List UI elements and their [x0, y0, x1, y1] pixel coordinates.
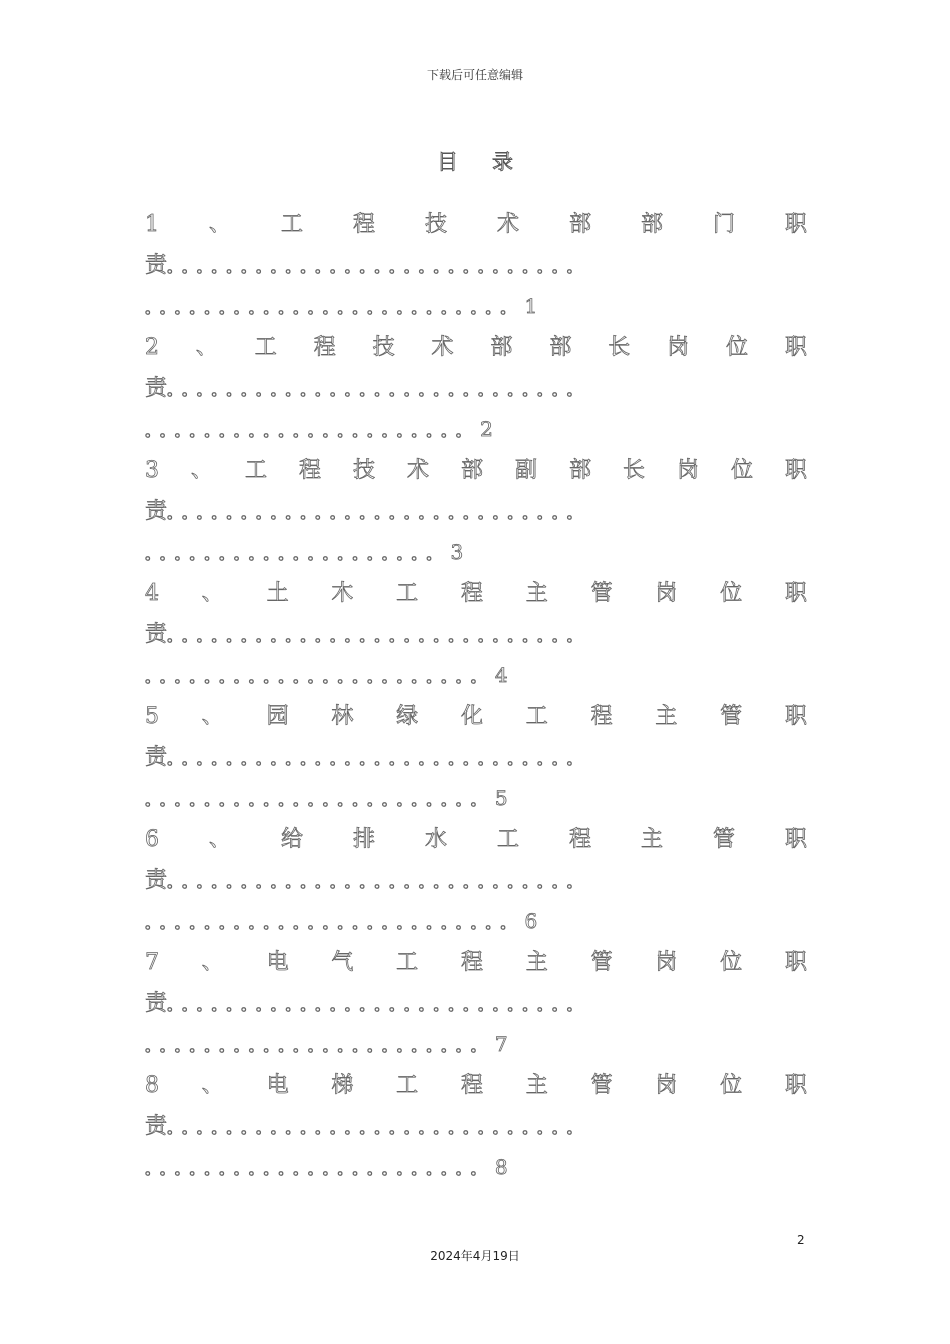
toc-entry-leader-line [145, 1106, 807, 1147]
toc-entry-char: 长 [622, 458, 645, 483]
toc-entry-tail: 责 [145, 991, 168, 1016]
toc-entry-char: 副 [514, 458, 537, 483]
toc-entry-char: 程 [460, 581, 483, 606]
toc-entry-char: 程 [590, 704, 613, 729]
toc-entry-char: 气 [331, 950, 354, 975]
toc-entry-char: 职 [784, 704, 807, 729]
toc-entry-leader-line [145, 737, 807, 778]
toc-leader-dots: 。。。。。。。。。。。。。。。。。。。。。。。。。。。。 [167, 258, 589, 276]
toc-entry-char: 园 [266, 704, 289, 729]
toc-entry-char: 林 [331, 704, 354, 729]
toc-entry-char: 化 [460, 704, 483, 729]
toc-entry-tail: 责 [145, 253, 168, 278]
toc-entry-heading [145, 327, 807, 368]
toc-entry-char: 管 [712, 827, 735, 852]
toc-entry-page-number: 6 [524, 909, 538, 933]
toc-leader-dots: 。。。。。。。。。。。。。。。。。。。。。。。。。。。。 [167, 504, 589, 522]
toc-entry-char: 给 [280, 827, 303, 852]
toc-entry-tail: 责 [145, 745, 168, 770]
toc-entry-leader-line [145, 983, 807, 1024]
toc-entry-char: 主 [525, 950, 548, 975]
toc-entry-char: 部 [640, 212, 663, 237]
toc-entry-separator: 、 [190, 458, 213, 483]
toc-entry-char: 技 [424, 212, 447, 237]
toc-entry-tail: 责 [145, 1114, 168, 1139]
toc-entry-char: 土 [266, 581, 289, 606]
toc-entry-char: 职 [784, 212, 807, 237]
toc-entry-char: 术 [431, 335, 454, 360]
toc-entry-leader-line [145, 614, 807, 655]
toc-entry-char: 位 [720, 950, 743, 975]
toc-entry[interactable] [145, 573, 807, 696]
toc-entry-char: 主 [525, 581, 548, 606]
toc-entry-char: 电 [266, 950, 289, 975]
toc-entry-heading [145, 573, 807, 614]
toc-entry-char: 工 [525, 704, 548, 729]
toc-entry-separator: 、 [201, 1073, 224, 1098]
toc-entry-char: 梯 [331, 1073, 354, 1098]
toc-entry-char: 部 [568, 458, 591, 483]
toc-entry-char: 程 [298, 458, 321, 483]
toc-leader-dots: 。。。。。。。。。。。。。。。。。。。。。。。。。。。。 [167, 873, 589, 891]
toc-entry-heading [145, 1065, 807, 1106]
toc-entry-char: 位 [720, 581, 743, 606]
toc-entry-leader-line [145, 491, 807, 532]
toc-entry-char: 职 [784, 335, 807, 360]
toc-entry-char: 位 [730, 458, 753, 483]
toc-entry-heading [145, 696, 807, 737]
page-title: 目录 [437, 150, 547, 174]
toc-entry-char: 位 [726, 335, 749, 360]
toc-entry-separator: 、 [195, 335, 218, 360]
table-of-contents [145, 204, 807, 1188]
toc-entry-page-line [145, 1024, 807, 1065]
toc-entry-char: 管 [590, 581, 613, 606]
toc-entry-number: 2 [145, 335, 159, 360]
toc-entry-heading [145, 450, 807, 491]
toc-entry-char: 工 [396, 950, 419, 975]
toc-entry-separator: 、 [208, 212, 231, 237]
toc-entry-number: 7 [145, 950, 159, 975]
toc-entry-char: 主 [640, 827, 663, 852]
toc-entry-char: 技 [352, 458, 375, 483]
toc-leader-dots: 。。。。。。。。。。。。。。。。。。。。。。 [145, 422, 479, 440]
toc-entry-char: 绿 [396, 704, 419, 729]
toc-entry-page-line [145, 286, 807, 327]
toc-entry-char: 门 [712, 212, 735, 237]
toc-entry-char: 职 [784, 458, 807, 483]
toc-entry-char: 部 [490, 335, 513, 360]
page-number: 2 [797, 1233, 805, 1247]
toc-leader-dots: 。。。。。。。。。。。。。。。。。。。。。。。。。。。。 [167, 1119, 589, 1137]
toc-entry-char: 工 [280, 212, 303, 237]
toc-entry[interactable] [145, 327, 807, 450]
toc-entry-char: 部 [568, 212, 591, 237]
toc-entry-char: 职 [784, 827, 807, 852]
toc-entry-page-number: 3 [450, 540, 464, 564]
toc-entry-separator: 、 [201, 704, 224, 729]
toc-entry-tail: 责 [145, 499, 168, 524]
toc-entry-page-number: 4 [494, 663, 508, 687]
toc-entry-char: 程 [460, 950, 483, 975]
toc-entry-page-number: 8 [494, 1155, 508, 1179]
toc-leader-dots: 。。。。。。。。。。。。。。。。。。。。。。。 [145, 791, 493, 809]
toc-entry-char: 程 [313, 335, 336, 360]
toc-entry-char: 岗 [655, 950, 678, 975]
toc-entry-heading [145, 942, 807, 983]
toc-entry-char: 术 [406, 458, 429, 483]
toc-entry-page-number: 5 [494, 786, 508, 810]
toc-entry-number: 1 [145, 212, 159, 237]
toc-entry-char: 电 [266, 1073, 289, 1098]
toc-entry-char: 职 [784, 581, 807, 606]
toc-leader-dots: 。。。。。。。。。。。。。。。。。。。。。。。。。。。。 [167, 996, 589, 1014]
toc-entry[interactable] [145, 204, 807, 327]
toc-entry-char: 程 [352, 212, 375, 237]
toc-entry-leader-line [145, 860, 807, 901]
toc-entry-number: 8 [145, 1073, 159, 1098]
page-header: 下载后可任意编辑 [426, 68, 523, 82]
toc-entry-char: 部 [549, 335, 572, 360]
toc-leader-dots: 。。。。。。。。。。。。。。。。。。。。。。。 [145, 1160, 493, 1178]
toc-entry-heading [145, 204, 807, 245]
toc-entry-separator: 、 [201, 581, 224, 606]
toc-entry-char: 排 [352, 827, 375, 852]
toc-entry-separator: 、 [208, 827, 231, 852]
toc-entry[interactable] [145, 942, 807, 1065]
toc-entry-char: 程 [568, 827, 591, 852]
toc-entry-char: 工 [396, 1073, 419, 1098]
toc-entry-page-line [145, 1147, 807, 1188]
toc-entry-char: 管 [720, 704, 743, 729]
toc-entry[interactable] [145, 819, 807, 942]
toc-entry-number: 4 [145, 581, 159, 606]
toc-leader-dots: 。。。。。。。。。。。。。。。。。。。。 [145, 545, 449, 563]
toc-entry-tail: 责 [145, 376, 168, 401]
toc-entry-char: 主 [525, 1073, 548, 1098]
toc-entry-tail: 责 [145, 868, 168, 893]
toc-entry-page-number: 7 [494, 1032, 508, 1056]
toc-entry-char: 水 [424, 827, 447, 852]
toc-entry-char: 职 [784, 1073, 807, 1098]
toc-entry-char: 技 [372, 335, 395, 360]
toc-entry-page-line [145, 778, 807, 819]
toc-leader-dots: 。。。。。。。。。。。。。。。。。。。。。。。 [145, 1037, 493, 1055]
toc-entry-page-line [145, 901, 807, 942]
toc-entry-page-number: 2 [480, 417, 493, 441]
toc-leader-dots: 。。。。。。。。。。。。。。。。。。。。。。。。。。。。 [167, 750, 589, 768]
toc-leader-dots: 。。。。。。。。。。。。。。。。。。。。。。。。。 [145, 914, 523, 932]
toc-entry-char: 岗 [676, 458, 699, 483]
toc-entry-page-number: 1 [524, 294, 538, 318]
toc-entry-separator: 、 [201, 950, 224, 975]
toc-entry-char: 工 [244, 458, 267, 483]
toc-entry-page-line [145, 655, 807, 696]
toc-entry[interactable] [145, 696, 807, 819]
toc-entry-heading [145, 819, 807, 860]
toc-leader-dots: 。。。。。。。。。。。。。。。。。。。。。。。。。。。。 [167, 381, 589, 399]
toc-leader-dots: 。。。。。。。。。。。。。。。。。。。。。。。。。。。。 [167, 627, 589, 645]
toc-leader-dots: 。。。。。。。。。。。。。。。。。。。。。。。。。 [145, 299, 523, 317]
toc-entry-char: 管 [590, 1073, 613, 1098]
toc-entry-number: 3 [145, 458, 159, 483]
toc-entry-char: 术 [496, 212, 519, 237]
toc-entry-char: 长 [608, 335, 631, 360]
toc-entry-char: 工 [496, 827, 519, 852]
toc-entry[interactable] [145, 450, 807, 573]
toc-entry-page-line [145, 532, 807, 573]
toc-entry-number: 5 [145, 704, 159, 729]
toc-entry-char: 木 [331, 581, 354, 606]
toc-entry-char: 职 [784, 950, 807, 975]
toc-entry-char: 工 [396, 581, 419, 606]
toc-entry-char: 部 [460, 458, 483, 483]
toc-entry-char: 岗 [655, 1073, 678, 1098]
footer-date: 2024年4月19日 [430, 1249, 520, 1263]
toc-entry-char: 岗 [655, 581, 678, 606]
toc-entry-char: 位 [720, 1073, 743, 1098]
toc-entry-leader-line [145, 245, 807, 286]
toc-entry-char: 管 [590, 950, 613, 975]
toc-entry-char: 程 [460, 1073, 483, 1098]
toc-entry-number: 6 [145, 827, 159, 852]
toc-leader-dots: 。。。。。。。。。。。。。。。。。。。。。。。 [145, 668, 493, 686]
toc-entry-char: 岗 [667, 335, 690, 360]
toc-entry-page-line [145, 409, 807, 450]
toc-entry-leader-line [145, 368, 807, 409]
toc-entry-tail: 责 [145, 622, 168, 647]
toc-entry-char: 主 [655, 704, 678, 729]
toc-entry-char: 工 [254, 335, 277, 360]
toc-entry[interactable] [145, 1065, 807, 1188]
